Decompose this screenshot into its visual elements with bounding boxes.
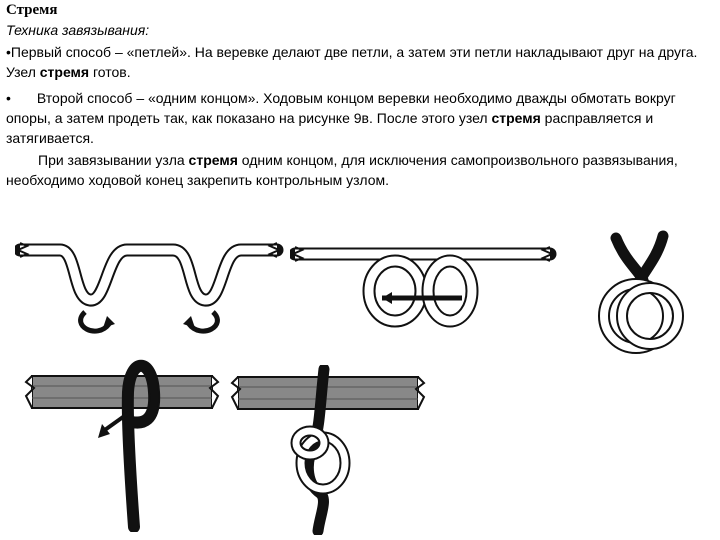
method-one-text: •Первый способ – «петлей». На веревке делают две петли, а затем эти петли накладывают друг на друга. Узел xyxy=(6,44,698,80)
method-two-term: стремя xyxy=(491,110,541,126)
method-one-paragraph xyxy=(6,42,711,82)
method-two-suffix: расправляется и затягивается. xyxy=(6,110,654,146)
rope-two-loops-figure xyxy=(15,228,285,346)
note-paragraph xyxy=(6,150,711,190)
wrap-around-support-figure xyxy=(22,352,222,532)
note-suffix: одним концом, для исключения самопроизвольного развязывания, необходимо ходовой конец закрепить контрольным узлом. xyxy=(6,152,678,188)
document-subtitle: Техника завязывания: xyxy=(6,22,150,38)
note-text: При завязывании узла xyxy=(38,152,189,168)
bullet: • xyxy=(6,90,11,106)
method-two-paragraph xyxy=(6,88,711,148)
document-title: Стремя xyxy=(6,2,58,18)
method-one-suffix: готов. xyxy=(89,64,131,80)
finished-loop-knot-figure xyxy=(588,228,698,358)
method-one-term: стремя xyxy=(39,64,90,80)
loops-overlay-figure xyxy=(290,236,560,336)
note-term: стремя xyxy=(188,152,238,168)
method-two-text: Второй способ – «одним концом». Ходовым концом веревки необходимо дважды обмотать вокруг опоры, а затем продеть так, как показано на рисунке 9в. После этого узел xyxy=(6,90,676,126)
tied-on-support-figure xyxy=(228,365,428,535)
